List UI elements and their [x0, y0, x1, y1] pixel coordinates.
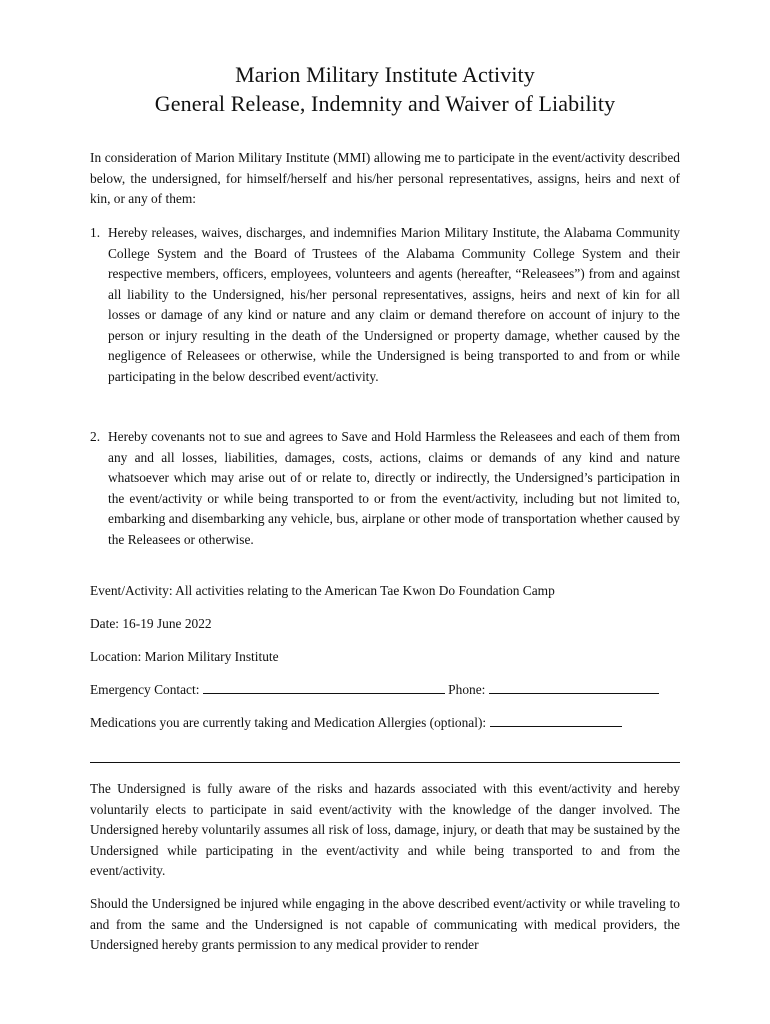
- medications-field[interactable]: [490, 713, 622, 727]
- clause-1-number: 1.: [90, 225, 101, 240]
- intro-paragraph: In consideration of Marion Military Institute (MMI) allowing me to participate in the event/activity described below, the undersigned, for himself/herself and his/her personal representatives, assigns, heirs and next of kin, or any of them:: [90, 150, 680, 206]
- event-activity-line: Event/Activity: All activities relating to the American Tae Kwon Do Foundation Camp: [90, 583, 555, 598]
- clause-2-number: 2.: [90, 429, 101, 444]
- clause-1-text: Hereby releases, waives, discharges, and indemnifies Marion Military Institute, the Alabama Community College System and the Board of Trustees of the Alabama Community College System and their respective members, officers, employees, volunteers and agents (hereafter, “Releasees”) from and against all liability to the Undersigned, his/her personal representatives, assigns, heirs and next of kin for all losses or damage of any kind or nature and any claim or demand therefore on account of injury to the person or injury resulting in the death of the Undersigned or property damage, whether caused by the negligence of Releasees or otherwise, while the Undersigned is being transported to and from or while participating in the below described event/activity.: [108, 225, 680, 384]
- clause-2: [90, 427, 680, 550]
- medications-field-continuation[interactable]: [90, 762, 680, 763]
- risk-awareness-paragraph: The Undersigned is fully aware of the risks and hazards associated with this event/activity and hereby voluntarily elects to participate in said event/activity with the knowledge of the danger involved. The Undersigned hereby voluntarily assumes all risk of loss, damage, injury, or death that may be sustained by the Undersigned while participating in the event/activity and while being transported to and from the event/activity.: [90, 781, 680, 878]
- document-title-line-2: General Release, Indemnity and Waiver of Liability: [154, 91, 616, 116]
- phone-field[interactable]: [489, 680, 659, 694]
- phone-label: Phone:: [448, 682, 486, 697]
- emergency-contact-row: [90, 680, 680, 700]
- clause-1: [90, 223, 680, 387]
- location-line: Location: Marion Military Institute: [90, 649, 279, 664]
- document-title-line-1: Marion Military Institute Activity: [235, 62, 535, 87]
- medications-row: [90, 713, 680, 733]
- medications-label: Medications you are currently taking and Medication Allergies (optional):: [90, 715, 487, 730]
- date-line: Date: 16-19 June 2022: [90, 616, 212, 631]
- emergency-contact-label: Emergency Contact:: [90, 682, 200, 697]
- emergency-contact-field[interactable]: [203, 680, 445, 694]
- injury-paragraph: Should the Undersigned be injured while engaging in the above described event/activity or while traveling to and from the same and the Undersigned is not capable of communicating with medical providers, the Undersigned hereby grants permission to any medical provider to render: [90, 896, 680, 952]
- clause-2-text: Hereby covenants not to sue and agrees to Save and Hold Harmless the Releasees and each of them from any and all losses, liabilities, damages, costs, actions, claims or demands of any kind and nature whatsoever which may arise out of or relate to, directly or indirectly, the Undersigned’s participation in the event/activity or while being transported to or from the event/activity, including but not limited to, embarking and disembarking any vehicle, bus, airplane or other mode of transportation whether caused by the Releasees or otherwise.: [108, 429, 680, 547]
